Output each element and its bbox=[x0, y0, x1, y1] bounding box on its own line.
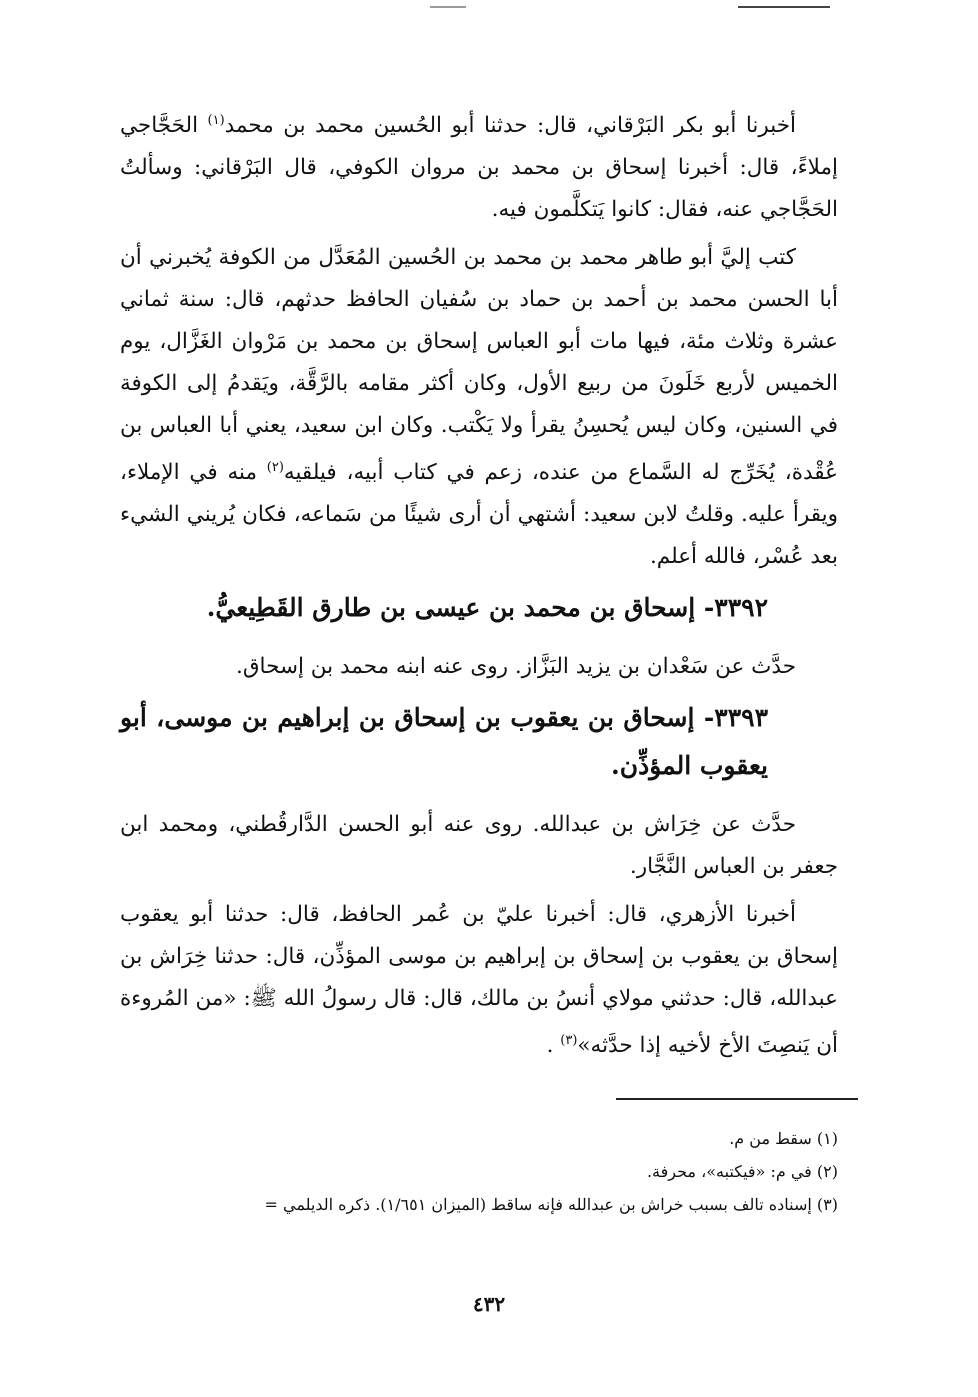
paragraph-3: حدَّث عن سَعْدان بن يزيد البَزَّاز. روى عنه ابنه محمد بن إسحاق. bbox=[236, 654, 796, 680]
footnote-3: (٣) إسناده تالف بسبب خراش بن عبدالله فإنه ساقط (الميزان ١/٦٥١). ذكره الديلمي = bbox=[264, 1195, 838, 1214]
footnote-ref-2: (٢) bbox=[266, 460, 284, 476]
main-text bbox=[120, 100, 838, 1073]
footnote-ref-1: (١) bbox=[207, 113, 225, 128]
top-rule-left bbox=[430, 6, 466, 8]
entry-title-3392: ٣٣٩٢- إسحاق بن محمد بن عيسى بن طارق القَطِيعيُّ. bbox=[206, 593, 768, 623]
footnote-1: (١) سقط من م. bbox=[729, 1129, 838, 1148]
paragraph-1: أخبرنا أبو بكر البَرْقاني، قال: حدثنا أبو الحُسين محمد بن محمد$^{(١)}$ الحَجَّاجي إملاءً، قال: أخبرنا إسحاق بن محمد بن مروان الكوفي، قال البَرْقاني: وسألتُ الحَجَّاجي عنه، فقال: كانوا يَتكلَّمون فيه. bbox=[120, 113, 838, 223]
footnote-ref-3: (٣) bbox=[560, 1033, 578, 1049]
paragraph-2: كتب إليَّ أبو طاهر محمد بن محمد بن الحُسين المُعَدَّل من الكوفة يُخبرني أن أبا الحسن محمد بن أحمد بن حماد بن سُفيان الحافظ حدثهم، قال: سنة ثماني عشرة وثلاث مئة، فيها مات أبو العباس إسحاق بن محمد بن مَرْوان الغَزَّال، يوم الخميس لأربع خَلَونَ من ربيع الأول، وكان أكثر مقامه بالرَّقَّة، ويَقدمُ إلى الكوفة في السنين، وكان ليس يُحسِنُ يقرأ ولا يَكْتب. وكان ابن سعيد، يعني أبا العباس بن عُقْدة، يُخَرِّج له السَّماع من عنده، زعم في كتاب أبيه، فيلقيه$^{(٢)}$ منه في الإملاء، ويقرأ عليه. وقلتُ لابن سعيد: أشتهي أن أرى شيئًا من سَماعه، فكان يُريني الشيء بعد عُسْر، فالله أعلم. bbox=[120, 245, 838, 570]
top-rule-right bbox=[738, 6, 830, 8]
page-number: ٤٣٢ bbox=[472, 1292, 506, 1316]
paragraph-4: حدَّث عن خِرَاش بن عبدالله. روى عنه أبو الحسن الدَّارقُطني، ومحمد ابن جعفر بن العباس النَّجَّار. bbox=[120, 812, 838, 880]
paragraph-5: أخبرنا الأزهري، قال: أخبرنا عليّ بن عُمر الحافظ، قال: حدثنا أبو يعقوب إسحاق بن يعقوب بن إسحاق بن إبراهيم بن موسى المؤذِّن، قال: حدثنا خِرَاش بن عبدالله، قال: حدثني مولاي أنسُ بن مالك، قال: قال رسولُ الله ﷺ: «من المُروءة أن يَنصِتَ الأخ لأخيه إذا حدَّثه»$^{(٣)}$ . bbox=[120, 902, 838, 1059]
footnote-separator bbox=[616, 1098, 858, 1100]
footnotes bbox=[120, 1122, 838, 1221]
footnote-2: (٢) في م: «فيكتبه»، محرفة. bbox=[646, 1162, 838, 1181]
entry-title-3393: ٣٣٩٣- إسحاق بن يعقوب بن إسحاق بن إبراهيم بن موسى، أبو يعقوب المؤذِّن. bbox=[120, 703, 768, 781]
